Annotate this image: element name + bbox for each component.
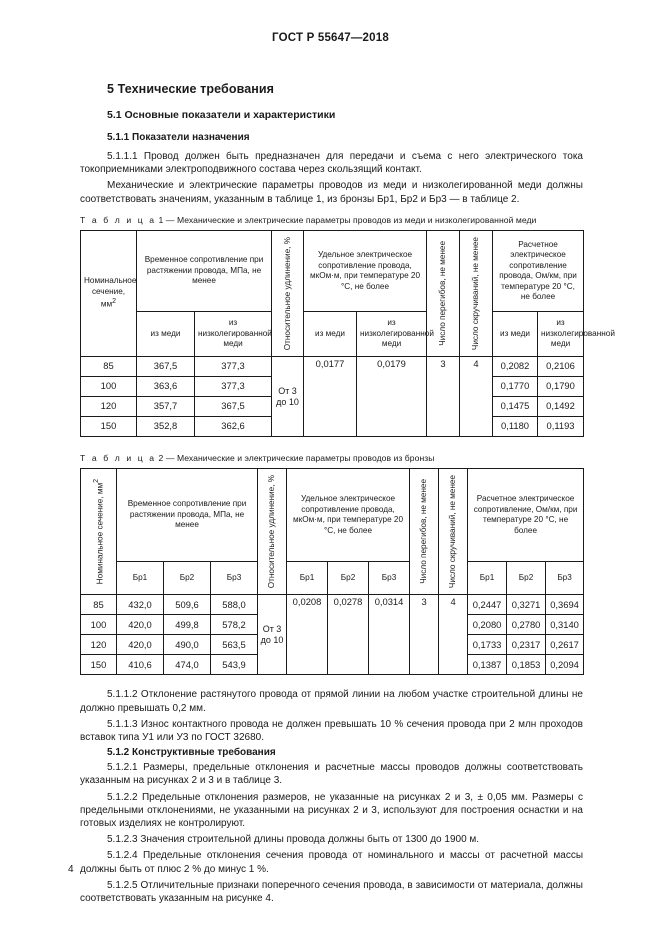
cell-calc-alloy: 0,1492 [538, 397, 584, 417]
cell-calc-br3: 0,2617 [546, 635, 584, 655]
th-tensile-copper: из меди [137, 312, 195, 357]
cell-calc-br1: 0,2447 [468, 595, 507, 615]
th-calc-alloy: из низколегированной меди [538, 312, 584, 357]
cell-tensile-alloy: 362,6 [195, 417, 272, 437]
th-tensile-br3: Бр3 [211, 562, 258, 595]
th-twists: Число скручиваний, не менее [460, 230, 493, 356]
table-2-caption-text: Механические и электрические параметры проводов из бронзы [176, 453, 435, 464]
cell-elongation: От 3 до 10 [272, 357, 304, 437]
th-resistivity: Удельное электрическое сопротивление провода, мкОм·м, при температуре 20 °С, не более [304, 230, 427, 311]
th-resistivity-alloy: из низколегированной меди [357, 312, 427, 357]
table-1-caption-number: 1 [158, 214, 164, 225]
cell-tensile-cu: 367,5 [137, 357, 195, 377]
table-1-caption-dash: — [165, 214, 175, 225]
paragraph-5-1-2-1: 5.1.2.1 Размеры, предельные отклонения и расчетные массы проводов должны соответствовать указанным на рисунках 2 и 3 и в таблице 3. [80, 762, 583, 787]
table-1-header-row-1 [81, 230, 584, 311]
table-2-block [80, 453, 583, 675]
th-calc-resistance: Расчетное электрическое сопротивление провода, Ом/км, при температуре 20 °С, не более [493, 230, 584, 311]
cell-tensile-br3: 588,0 [211, 595, 258, 615]
cell-calc-alloy: 0,1193 [538, 417, 584, 437]
cell-calc-br1: 0,1387 [468, 655, 507, 675]
cell-resistivity-br3: 0,0314 [369, 595, 410, 675]
cell-calc-br2: 0,2317 [507, 635, 546, 655]
cell-tensile-br1: 410,6 [117, 655, 164, 675]
cell-calc-br1: 0,2080 [468, 615, 507, 635]
th-tensile-alloy: из низколегированной меди [195, 312, 272, 357]
paragraph-5-1-2-5: 5.1.2.5 Отличительные признаки поперечного сечения провода, в зависимости от материала, должны соответствовать указанным на рисунке 4. [80, 879, 583, 904]
table-1 [80, 230, 615, 437]
cell-calc-br2: 0,2780 [507, 615, 546, 635]
cell-tensile-alloy: 377,3 [195, 377, 272, 397]
cell-calc-cu: 0,1770 [493, 377, 538, 397]
cell-calc-br2: 0,3271 [507, 595, 546, 615]
cell-section: 120 [81, 635, 117, 655]
page-content [80, 82, 615, 908]
cell-section: 85 [81, 595, 117, 615]
cell-calc-br2: 0,1853 [507, 655, 546, 675]
section-heading-5-1-1: 5.1.1 Показатели назначения [107, 132, 250, 143]
th-bends: Число перегибов, не менее [427, 230, 460, 356]
cell-calc-alloy: 0,1790 [538, 377, 584, 397]
table-2-header-row-2 [81, 562, 584, 595]
table-2-caption-number: 2 [158, 453, 164, 464]
table-2 [80, 468, 584, 675]
th-calc-resistance: Расчетное электрическое сопротивление, Ом/км, при температуре 20 °С, не более [468, 469, 584, 562]
cell-tensile-br3: 578,2 [211, 615, 258, 635]
cell-elongation: От 3 до 10 [258, 595, 287, 675]
cell-section: 150 [81, 417, 137, 437]
paragraph-5-1-2-4: 5.1.2.4 Предельные отклонения сечения провода от номинального и массы от расчетной массы должны быть от плюс 2 % до минус 1 %. [80, 850, 583, 875]
th-resistivity-copper: из меди [304, 312, 357, 357]
section-heading-5: 5 Технические требования [107, 82, 275, 96]
table-2-caption-word: Т а б л и ц а [80, 453, 157, 464]
cell-section: 100 [81, 615, 117, 635]
table-1-block [80, 214, 615, 437]
th-calc-br2: Бр2 [507, 562, 546, 595]
cell-tensile-br2: 474,0 [164, 655, 211, 675]
cell-section: 120 [81, 397, 137, 417]
cell-tensile-br1: 420,0 [117, 635, 164, 655]
paragraph-5-1-1-1: 5.1.1.1 Провод должен быть предназначен для передачи и съема с него электрического тока токоприемниками электроподвижного состава через скользящий контакт. [80, 151, 583, 176]
th-resistivity-br2: Бр2 [328, 562, 369, 595]
cell-tensile-cu: 352,8 [137, 417, 195, 437]
cell-bends: 3 [427, 357, 460, 437]
cell-tensile-alloy: 367,5 [195, 397, 272, 417]
cell-calc-cu: 0,1180 [493, 417, 538, 437]
cell-calc-cu: 0,2082 [493, 357, 538, 377]
th-resistivity: Удельное электрическое сопротивление провода, мкОм·м, при температуре 20 °С, не более [287, 469, 410, 562]
th-calc-copper: из меди [493, 312, 538, 357]
paragraph-tables-intro: Механические и электрические параметры проводов из меди и низколегированной меди должны соответствовать значениям, указанным в таблице 1, из бронзы Бр1, Бр2 и Бр3 — в таблице 2. [80, 180, 583, 205]
cell-resistivity-br1: 0,0208 [287, 595, 328, 675]
cell-calc-alloy: 0,2106 [538, 357, 584, 377]
cell-section: 100 [81, 377, 137, 397]
table-1-caption-word: Т а б л и ц а [80, 214, 157, 225]
table-1-caption [80, 215, 583, 225]
table-1-caption-text: Механические и электрические параметры проводов из меди и низколегированной меди [176, 214, 537, 225]
th-twists: Число скручиваний, не менее [439, 469, 468, 595]
cell-tensile-cu: 363,6 [137, 377, 195, 397]
th-tensile-br1: Бр1 [117, 562, 164, 595]
paragraph-5-1-2-2: 5.1.2.2 Предельные отклонения размеров, не указанные на рисунках 2 и 3, ± 0,05 мм. Размеры с предельными отклонениями, не указанными на рисунках 2 и 3, используют для построения оснастки и на готовых изделиях не контролируют. [80, 791, 583, 829]
th-resistivity-br3: Бр3 [369, 562, 410, 595]
table-row [81, 595, 584, 615]
th-calc-br1: Бр1 [468, 562, 507, 595]
cell-tensile-br2: 490,0 [164, 635, 211, 655]
cell-resistivity-br2: 0,0278 [328, 595, 369, 675]
cell-twists: 4 [460, 357, 493, 437]
paragraph-5-1-1-3: 5.1.1.3 Износ контактного провода не должен превышать 10 % сечения провода при 2 млн проходов вставок типа У1 или У3 по ГОСТ 32680. [80, 718, 583, 743]
cell-tensile-br1: 432,0 [117, 595, 164, 615]
cell-tensile-br3: 543,9 [211, 655, 258, 675]
th-nominal-section: Номинальное сечение, мм2 [81, 469, 117, 595]
standard-header: ГОСТ Р 55647—2018 [272, 32, 389, 44]
th-tensile-br2: Бр2 [164, 562, 211, 595]
cell-tensile-cu: 357,7 [137, 397, 195, 417]
table-1-header-row-2 [81, 312, 584, 357]
section-heading-5-1: 5.1 Основные показатели и характеристики [107, 109, 336, 121]
table-2-caption-dash: — [165, 453, 175, 464]
cell-calc-br3: 0,3140 [546, 615, 584, 635]
cell-tensile-alloy: 377,3 [195, 357, 272, 377]
cell-calc-br1: 0,1733 [468, 635, 507, 655]
cell-tensile-br2: 499,8 [164, 615, 211, 635]
cell-twists: 4 [439, 595, 468, 675]
cell-tensile-br1: 420,0 [117, 615, 164, 635]
cell-resistivity-alloy: 0,0179 [357, 357, 427, 437]
cell-bends: 3 [410, 595, 439, 675]
paragraph-5-1-2-3: 5.1.2.3 Значения строительной длины провода должны быть от 1300 до 1900 м. [107, 834, 480, 846]
th-resistivity-br1: Бр1 [287, 562, 328, 595]
cell-tensile-br2: 509,6 [164, 595, 211, 615]
th-elongation: Относительное удлинение, % [258, 469, 287, 595]
cell-section: 85 [81, 357, 137, 377]
table-2-header-row-1 [81, 469, 584, 562]
th-elongation: Относительное удлинение, % [272, 230, 304, 356]
th-bends: Число перегибов, не менее [410, 469, 439, 595]
cell-calc-cu: 0,1475 [493, 397, 538, 417]
cell-calc-br3: 0,3694 [546, 595, 584, 615]
cell-calc-br3: 0,2094 [546, 655, 584, 675]
th-tensile: Временное сопротивление при растяжении провода, МПа, не менее [117, 469, 258, 562]
th-tensile: Временное сопротивление при растяжении провода, МПа, не менее [137, 230, 272, 311]
cell-resistivity-cu: 0,0177 [304, 357, 357, 437]
section-heading-5-1-2: 5.1.2 Конструктивные требования [107, 747, 276, 759]
table-2-caption [80, 453, 583, 463]
th-nominal-section: Номинальное сечение, мм2 [81, 230, 137, 356]
th-calc-br3: Бр3 [546, 562, 584, 595]
table-row [81, 357, 584, 377]
paragraph-5-1-1-2: 5.1.1.2 Отклонение растянутого провода от прямой линии на любом участке строительной длины не должно превышать 0,2 мм. [80, 689, 583, 714]
cell-section: 150 [81, 655, 117, 675]
cell-tensile-br3: 563,5 [211, 635, 258, 655]
page-number: 4 [68, 864, 74, 875]
